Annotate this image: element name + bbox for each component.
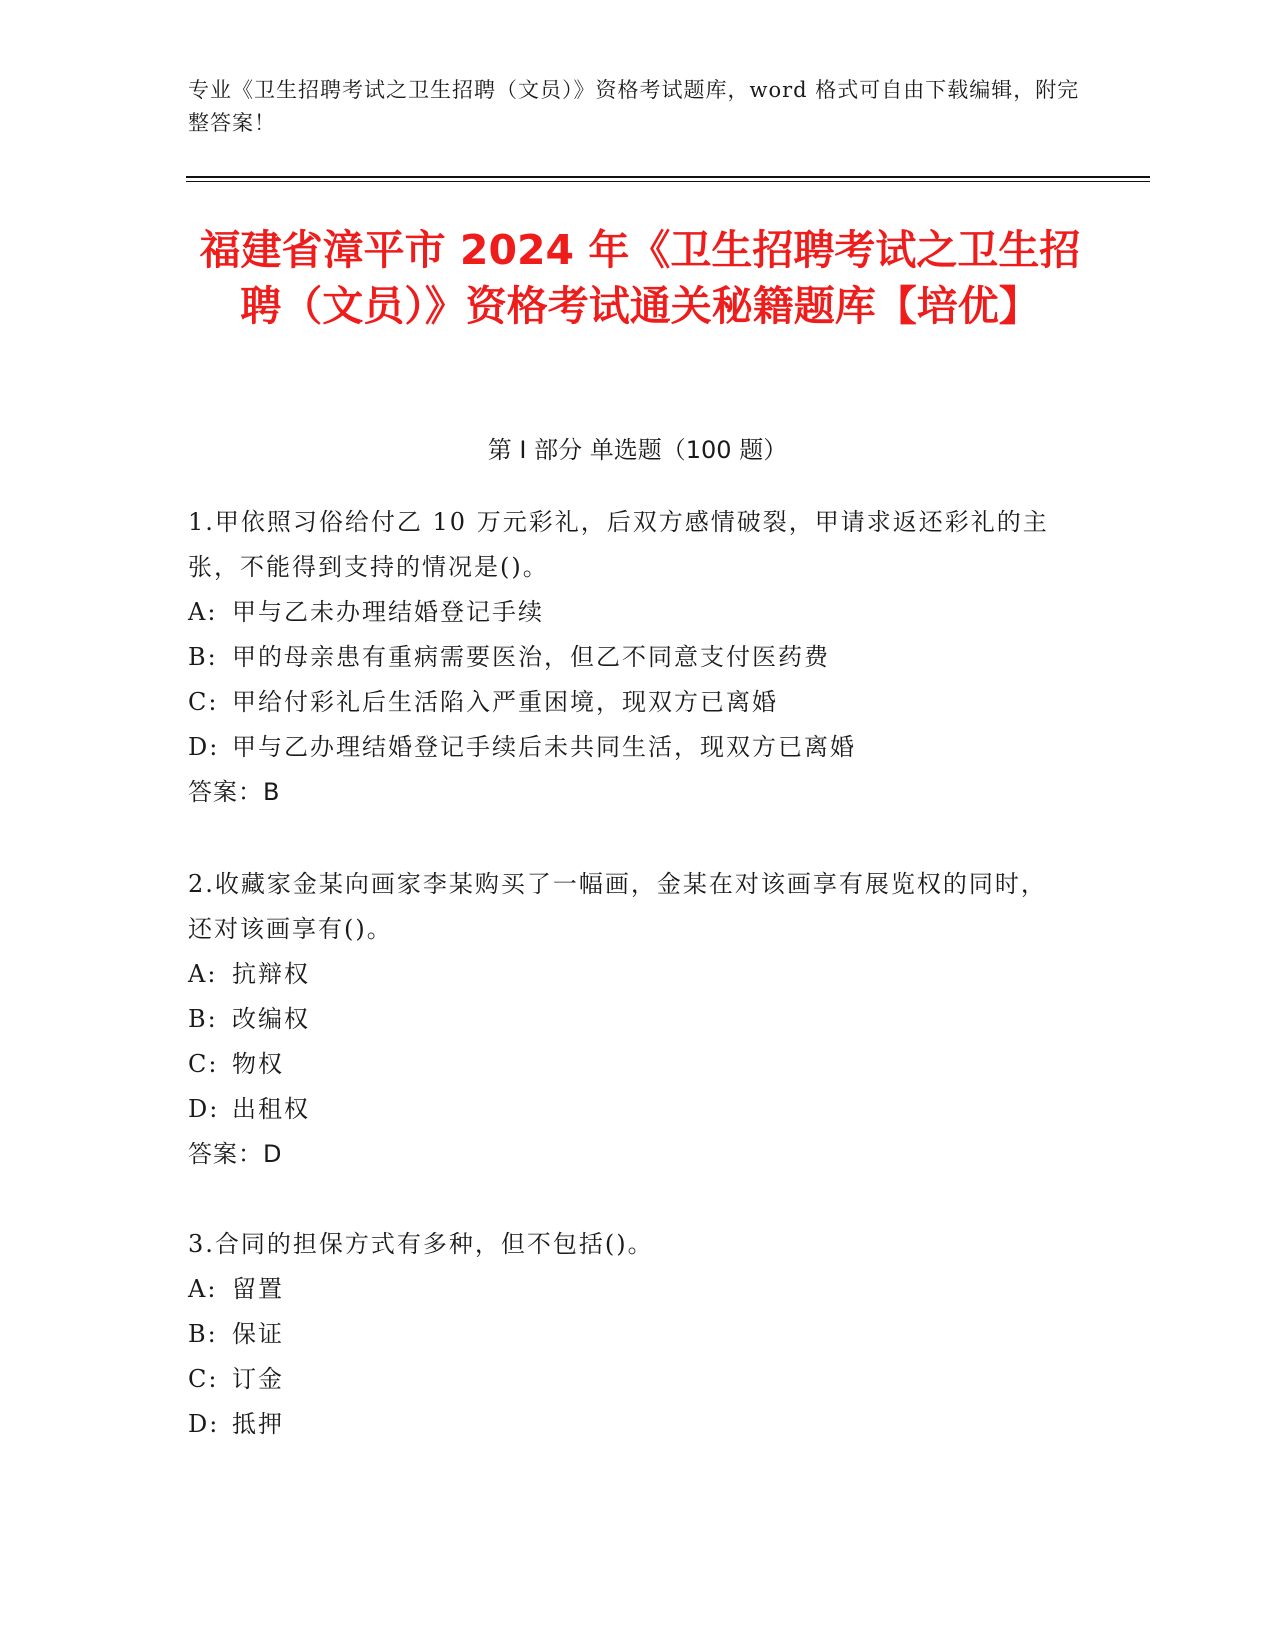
answer-line: 答案：D: [188, 1140, 283, 1168]
option-text: 订金: [232, 1365, 284, 1393]
question-3: [188, 1222, 1068, 1447]
option-text: 甲与乙办理结婚登记手续后未共同生活，现双方已离婚: [232, 733, 856, 761]
option-text: 甲与乙未办理结婚登记手续: [232, 598, 544, 626]
option-b: [188, 635, 1068, 680]
option-a: [188, 590, 1068, 635]
option-text: 改编权: [232, 1005, 310, 1033]
header-note: 专业《卫生招聘考试之卫生招聘（文员）》资格考试题库，word 格式可自由下载编辑，附完整答案！: [188, 78, 1080, 135]
option-letter: A:: [188, 598, 218, 626]
option-d: [188, 725, 1068, 770]
option-letter: D:: [188, 1410, 220, 1438]
section-heading: 第 I 部分 单选题（100 题）: [487, 436, 788, 464]
option-b: [188, 997, 1068, 1042]
option-a: [188, 1267, 1068, 1312]
question-stem: 1.甲依照习俗给付乙 10 万元彩礼，后双方感情破裂，甲请求返还彩礼的主张，不能得到支持的情况是()。: [188, 508, 1049, 581]
option-c: [188, 1042, 1068, 1087]
option-d: [188, 1402, 1068, 1447]
option-c: [188, 1357, 1068, 1402]
question-stem: 2.收藏家金某向画家李某购买了一幅画，金某在对该画享有展览权的同时，还对该画享有()。: [188, 870, 1047, 943]
option-text: 保证: [232, 1320, 284, 1348]
question-stem: 3.合同的担保方式有多种，但不包括()。: [188, 1230, 654, 1258]
option-a: [188, 952, 1068, 997]
option-d: [188, 1087, 1068, 1132]
option-c: [188, 680, 1068, 725]
question-2: [188, 862, 1068, 1177]
option-letter: A:: [188, 1275, 218, 1303]
option-text: 抗辩权: [232, 960, 310, 988]
option-text: 留置: [232, 1275, 284, 1303]
option-text: 物权: [232, 1050, 284, 1078]
option-letter: A:: [188, 960, 218, 988]
option-text: 抵押: [232, 1410, 284, 1438]
header-rule-thick: [186, 176, 1150, 178]
option-text: 出租权: [232, 1095, 310, 1123]
option-letter: C:: [188, 1365, 219, 1393]
option-letter: D:: [188, 733, 220, 761]
header-rule-thin: [186, 181, 1150, 182]
option-letter: C:: [188, 1050, 219, 1078]
question-1: [188, 500, 1068, 815]
option-letter: B:: [188, 1005, 218, 1033]
option-letter: B:: [188, 1320, 218, 1348]
option-letter: B:: [188, 643, 218, 671]
document-title: 福建省漳平市 2024 年《卫生招聘考试之卫生招聘（文员）》资格考试通关秘籍题库【培优】: [199, 226, 1081, 330]
option-text: 甲给付彩礼后生活陷入严重困境，现双方已离婚: [232, 688, 778, 716]
option-text: 甲的母亲患有重病需要医治，但乙不同意支付医药费: [232, 643, 830, 671]
option-letter: C:: [188, 688, 219, 716]
option-b: [188, 1312, 1068, 1357]
option-letter: D:: [188, 1095, 220, 1123]
answer-line: 答案：B: [188, 778, 281, 806]
